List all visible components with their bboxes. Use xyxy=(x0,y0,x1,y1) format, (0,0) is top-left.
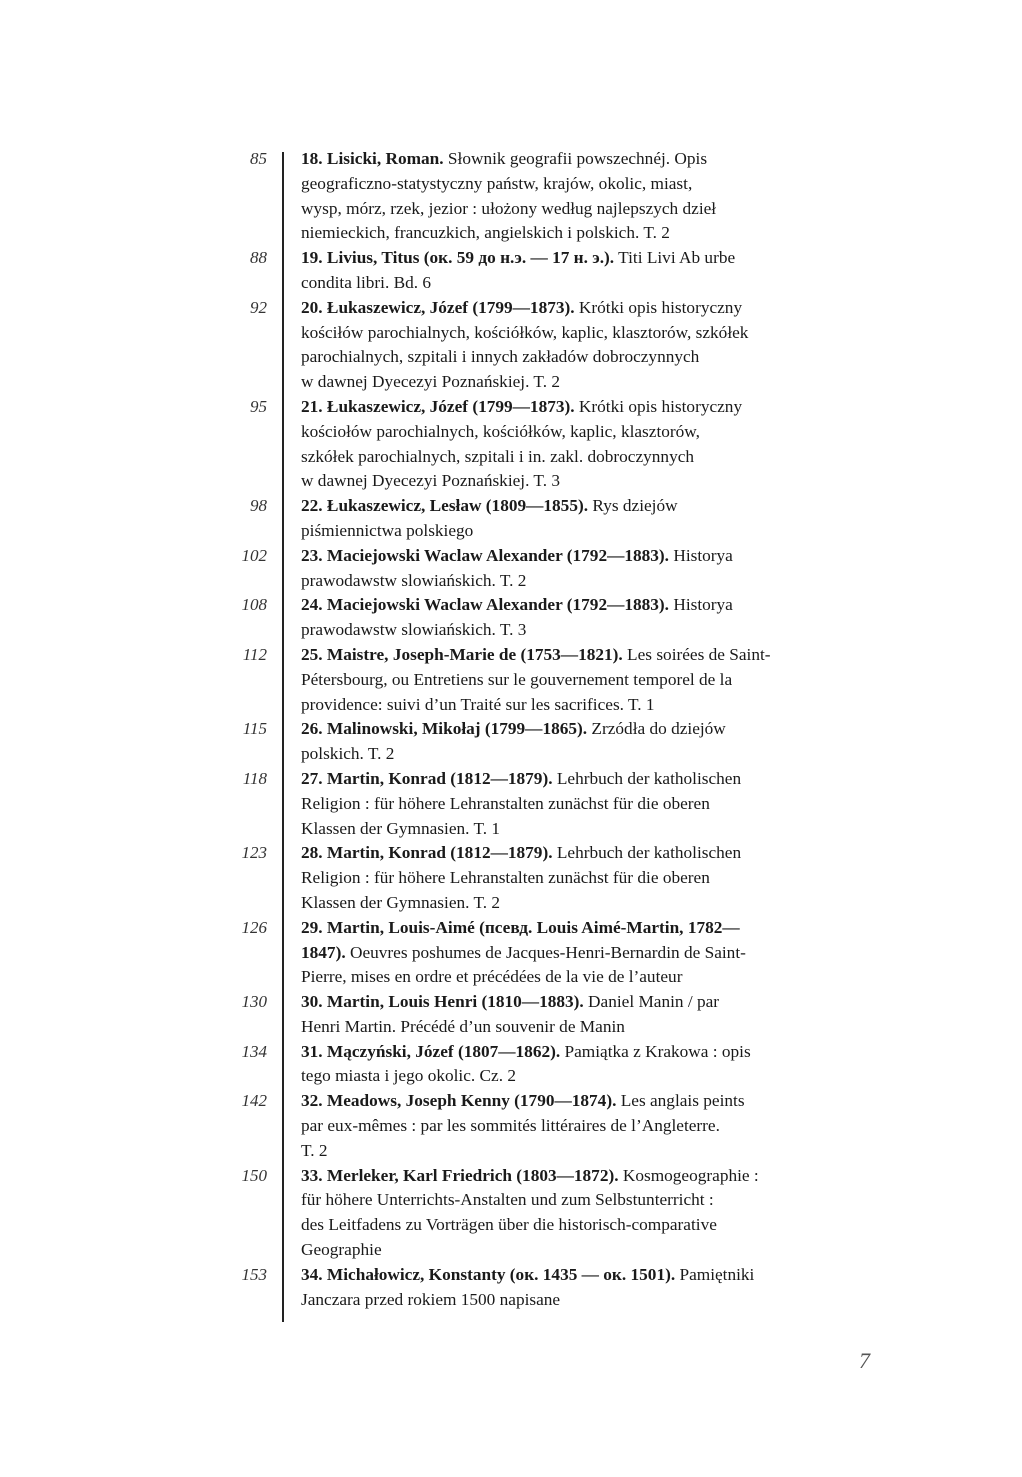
entry-page-number: 115 xyxy=(242,719,267,739)
entry-heading: 34. Michałowicz, Konstanty (ок. 1435 — ок. 1501). xyxy=(301,1264,676,1284)
entry-page-number: 118 xyxy=(242,768,267,788)
entry-page-number: 123 xyxy=(241,843,267,863)
entry-title: Lehrbuch der katholischen Religion : für höhere Lehranstalten zunächst für die oberen Klassen der Gymnasien. T. 2 xyxy=(301,843,742,912)
entry-title: Rys dziejów piśmiennictwa polskiego xyxy=(301,496,678,540)
entry-heading: 25. Maistre, Joseph-Marie de (1753—1821). xyxy=(301,644,623,664)
entry-heading: 33. Merleker, Karl Friedrich (1803—1872). xyxy=(301,1165,619,1185)
catalog-entry xyxy=(0,1263,1022,1313)
entry-heading: 18. Lisicki, Roman. xyxy=(301,149,444,168)
catalog-entry xyxy=(0,593,1022,643)
entry-title: Kosmogeographie : für höhere Unterrichts-Anstalten und zum Selbstunterricht : des Leitfadens zu Vorträgen über die historisch-comparative Geographie xyxy=(301,1165,759,1260)
entry-heading: 28. Martin, Konrad (1812—1879). xyxy=(301,843,553,863)
entry-page-number: 150 xyxy=(241,1165,267,1185)
entry-page-number: 95 xyxy=(250,396,267,416)
entry-heading: 29. Martin, Louis-Aimé (псевд. Louis Aimé-Martin, 1782— 1847). xyxy=(301,917,740,962)
entry-title: Les anglais peints par eux-mêmes : par les sommités littéraires de l’Angleterre. T. 2 xyxy=(301,1091,745,1160)
entry-heading: 30. Martin, Louis Henri (1810—1883). xyxy=(301,992,584,1012)
catalog-entry xyxy=(0,544,1022,594)
entry-page-number: 85 xyxy=(250,149,267,168)
entry-heading: 31. Mączyński, Józef (1807—1862). xyxy=(301,1041,561,1061)
entry-heading: 20. Łukaszewicz, Józef (1799—1873). xyxy=(301,297,575,317)
entry-page-number: 142 xyxy=(241,1091,267,1111)
entry-heading: 22. Łukaszewicz, Lesław (1809—1855). xyxy=(301,496,589,516)
entry-title: Historya prawodawstw slowiańskich. T. 2 xyxy=(301,545,733,590)
entry-title: Pamiątka z Krakowa : opis tego miasta i jego okolic. Cz. 2 xyxy=(301,1041,751,1086)
entry-heading: 24. Maciejowski Waclaw Alexander (1792—1883). xyxy=(301,595,670,615)
catalog-entry xyxy=(0,767,1022,841)
entry-heading: 32. Meadows, Joseph Kenny (1790—1874). xyxy=(301,1091,617,1111)
entry-title: Daniel Manin / par Henri Martin. Précédé d’un souvenir de Manin xyxy=(301,992,720,1036)
entry-title: Titi Livi Ab urbe condita libri. Bd. 6 xyxy=(301,248,736,292)
catalog-entry xyxy=(0,841,1022,915)
entry-page-number: 112 xyxy=(242,644,267,664)
catalog-entry xyxy=(0,395,1022,494)
entry-title: Lehrbuch der katholischen Religion : für höhere Lehranstalten zunächst für die oberen Klassen der Gymnasien. T. 1 xyxy=(301,768,742,838)
catalog-entry xyxy=(0,990,1022,1040)
entry-title: Krótki opis historyczny kościołów parochialnych, kościółków, kaplic, klasztorów, szkółek parochialnych, szpitali i in. zakl. dobroczynnych w dawnej Dyecezyi Poznańskiej. T. 3 xyxy=(301,396,743,491)
entry-page-number: 153 xyxy=(241,1264,267,1284)
entry-page-number: 88 xyxy=(250,248,267,268)
entry-title: Słownik geografii powszechnéj. Opis geograficzno-statystyczny państw, krajów, okolic, miast, wysp, mórz, rzek, jezior : ułożony według najlepszych dzieł niemieckich, francuzkich, angielskich i polskich. T. 2 xyxy=(301,149,717,243)
catalog-entry xyxy=(0,916,1022,990)
catalog-entry xyxy=(0,643,1022,717)
catalog-entry xyxy=(0,494,1022,544)
catalog-entry xyxy=(0,246,1022,296)
entry-page-number: 98 xyxy=(250,496,267,516)
catalog-entry xyxy=(0,1089,1022,1163)
page-number: 7 xyxy=(859,1348,870,1373)
catalog-entry xyxy=(0,717,1022,767)
catalog-entry xyxy=(0,1164,1022,1263)
catalog-list xyxy=(0,147,1022,1312)
entry-title: Zrzódła do dziejów polskich. T. 2 xyxy=(301,719,726,764)
entry-page-number: 134 xyxy=(241,1041,267,1061)
catalog-entry xyxy=(0,1040,1022,1090)
entry-title: Les soirées de Saint- Pétersbourg, ou Entretiens sur le gouvernement temporel de la providence: suivi d’un Traité sur les sacrifices. T. 1 xyxy=(301,644,771,714)
entry-page-number: 126 xyxy=(241,917,267,937)
entry-title: Historya prawodawstw slowiańskich. T. 3 xyxy=(301,595,733,640)
entry-page-number: 108 xyxy=(241,595,267,615)
entry-page-number: 130 xyxy=(241,992,267,1012)
entry-title: Pamiętniki Janczara przed rokiem 1500 napisane xyxy=(301,1264,755,1309)
entry-heading: 26. Malinowski, Mikołaj (1799—1865). xyxy=(301,719,588,739)
catalog-entry xyxy=(0,296,1022,395)
entry-heading: 21. Łukaszewicz, Józef (1799—1873). xyxy=(301,396,575,416)
entry-heading: 27. Martin, Konrad (1812—1879). xyxy=(301,768,553,788)
entry-title: Oeuvres poshumes de Jacques-Henri-Bernardin de Saint- Pierre, mises en ordre et précédées de la vie de l’auteur xyxy=(301,942,746,987)
entry-title: Krótki opis historyczny kościłów parochialnych, kościółków, kaplic, klasztorów, szkółek parochialnych, szpitali i innych zakładów dobroczynnych w dawnej Dyecezyi Poznańskiej. T. 2 xyxy=(301,297,749,392)
entry-heading: 19. Livius, Titus (ок. 59 до н.э. — 17 н. э.). xyxy=(301,248,615,268)
entry-heading: 23. Maciejowski Waclaw Alexander (1792—1883). xyxy=(301,545,670,565)
catalog-entry xyxy=(0,147,1022,246)
entry-page-number: 102 xyxy=(241,545,267,565)
entry-page-number: 92 xyxy=(250,297,267,317)
